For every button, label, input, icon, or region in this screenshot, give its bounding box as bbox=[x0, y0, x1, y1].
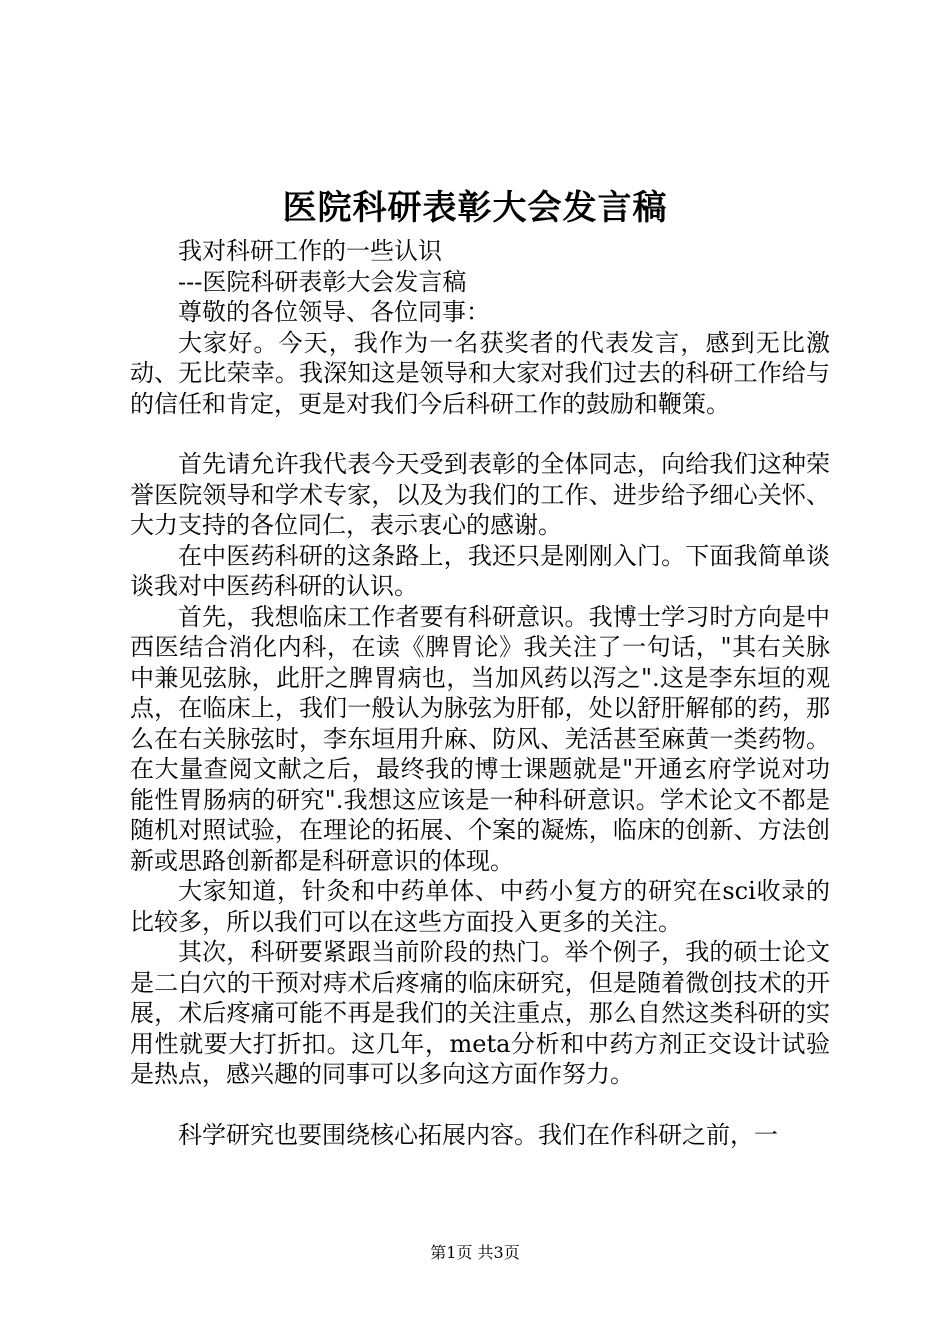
paragraph: 大家好。今天，我作为一名获奖者的代表发言，感到无比激动、无比荣幸。我深知这是领导和大家对我们过去的科研工作给与的信任和肯定，更是对我们今后科研工作的鼓励和鞭策。 bbox=[130, 328, 830, 418]
salutation: 尊敬的各位领导、各位同事： bbox=[178, 298, 490, 326]
document-title: 医院科研表彰大会发言稿 bbox=[282, 188, 668, 228]
page-number: 第1页 共3页 bbox=[430, 1243, 520, 1262]
paragraph: 大家知道，针灸和中药单体、中药小复方的研究在sci收录的比较多，所以我们可以在这些方面投入更多的关注。 bbox=[130, 877, 830, 936]
subtitle-line: 我对科研工作的一些认识 bbox=[178, 237, 442, 265]
subtitle-line: ---医院科研表彰大会发言稿 bbox=[178, 267, 467, 296]
document-body bbox=[130, 236, 830, 1150]
paragraph: 首先请允许我代表今天受到表彰的全体同志，向给我们这种荣誉医院领导和学术专家，以及为我们的工作、进步给予细心关怀、大力支持的各位同仁，表示衷心的感谢。 bbox=[130, 450, 830, 539]
paragraph: 科学研究也要围绕核心拓展内容。我们在作科研之前，一 bbox=[178, 1120, 778, 1149]
paragraph: 首先，我想临床工作者要有科研意识。我博士学习时方向是中西医结合消化内科，在读《脾胃论》我关注了一句话，"其右关脉中兼见弦脉，此肝之脾胃病也，当加风药以泻之".这是李东垣的观点，在临床上，我们一般认为脉弦为肝郁，处以舒肝解郁的药，那么在右关脉弦时，李东垣用升麻、防风、羌活甚至麻黄一类药物。在大量查阅文献之后，最终我的博士课题就是"开通玄府学说对功能性胃肠病的研究".我想这应该是一种科研意识。学术论文不都是随机对照试验，在理论的拓展、个案的凝炼，临床的创新、方法创新或思路创新都是科研意识的体现。 bbox=[130, 602, 830, 875]
paragraph: 其次，科研要紧跟当前阶段的热门。举个例子，我的硕士论文是二白穴的干预对痔术后疼痛的临床研究，但是随着微创技术的开展，术后疼痛可能不再是我们的关注重点，那么自然这类科研的实用性就要大打折扣。这几年，meta分析和中药方剂正交设计试验是热点，感兴趣的同事可以多向这方面作努力。 bbox=[130, 938, 830, 1088]
paragraph: 在中医药科研的这条路上，我还只是刚刚入门。下面我简单谈谈我对中医药科研的认识。 bbox=[130, 541, 830, 600]
